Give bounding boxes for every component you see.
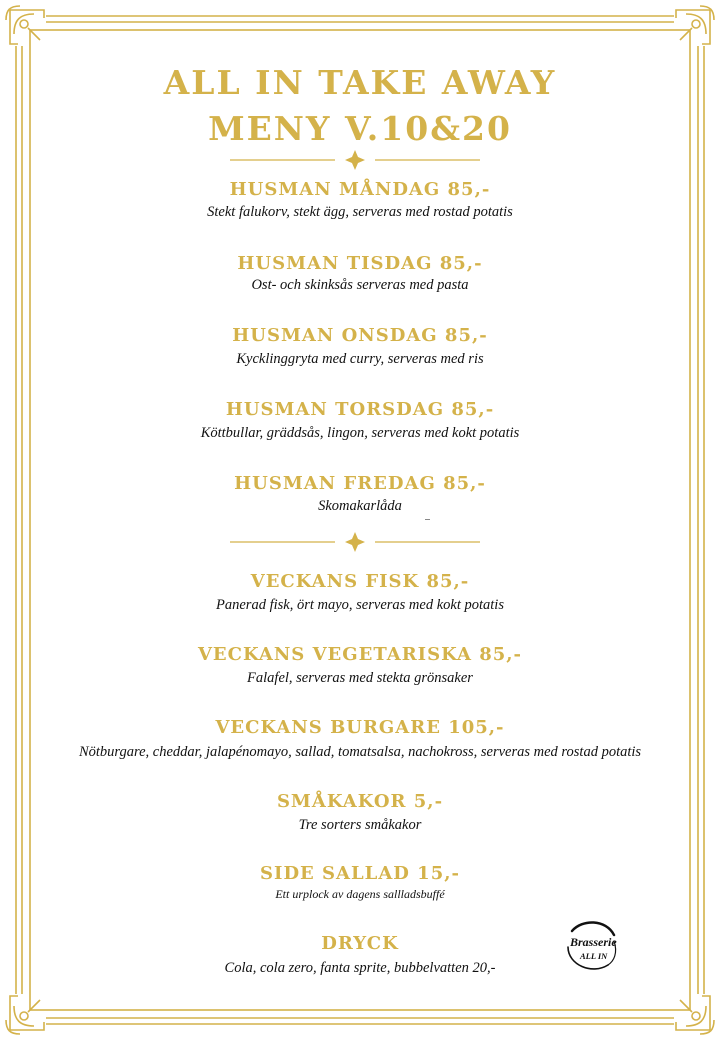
- stray-mark: [425, 519, 430, 520]
- logo-text-brasserie: Brasserie: [570, 935, 617, 949]
- menu-item-name: VECKANS FISK 85,-: [250, 571, 470, 592]
- four-point-star-icon: [345, 532, 365, 552]
- menu-item-description: Kycklinggryta med curry, serveras med ris: [236, 351, 484, 367]
- menu-item-description: Köttbullar, gräddsås, lingon, serveras med kokt potatis: [200, 425, 520, 441]
- menu-item-description: Cola, cola zero, fanta sprite, bubbelvatten 20,-: [224, 960, 496, 976]
- menu-item-name: HUSMAN TORSDAG 85,-: [225, 399, 495, 420]
- menu-item-name: DRYCK: [321, 933, 399, 954]
- menu-item-description: Tre sorters småkakor: [298, 817, 422, 833]
- menu-item-name: HUSMAN ONSDAG 85,-: [232, 325, 488, 346]
- title-line-2: MENY V.10&20: [208, 109, 512, 148]
- menu-item-name: HUSMAN MÅNDAG 85,-: [229, 179, 491, 200]
- menu-item-description: Ost- och skinksås serveras med pasta: [251, 277, 469, 293]
- menu-item-description: Nötburgare, cheddar, jalapénomayo, sallad, tomatsalsa, nachokross, serveras med rostad potatis: [78, 744, 642, 760]
- menu-item-description: Falafel, serveras med stekta grönsaker: [247, 670, 473, 686]
- menu-item-description: Stekt falukorv, stekt ägg, serveras med rostad potatis: [207, 204, 513, 220]
- logo-text-all-in: ALL IN: [580, 951, 608, 961]
- menu-item-name: HUSMAN FREDAG 85,-: [234, 473, 486, 494]
- menu-item-name: VECKANS VEGETARISKA 85,-: [197, 644, 523, 665]
- menu-item-description: Skomakarlåda: [318, 498, 402, 514]
- menu-item-name: SIDE SALLAD 15,-: [260, 863, 460, 884]
- menu-item-description: Ett urplock av dagens sallladsbuffé: [275, 887, 445, 901]
- title-line-1: ALL IN TAKE AWAY: [163, 63, 557, 102]
- divider-top: [230, 150, 480, 170]
- menu-item-name: SMÅKAKOR 5,-: [276, 791, 444, 812]
- four-point-star-icon: [345, 150, 365, 170]
- corner-ornament: [6, 6, 44, 44]
- divider-middle: [230, 532, 480, 552]
- menu-item-name: HUSMAN TISDAG 85,-: [237, 253, 483, 274]
- menu-item-name: VECKANS BURGARE 105,-: [215, 717, 505, 738]
- menu-item-description: Panerad fisk, ört mayo, serveras med kokt potatis: [216, 597, 504, 613]
